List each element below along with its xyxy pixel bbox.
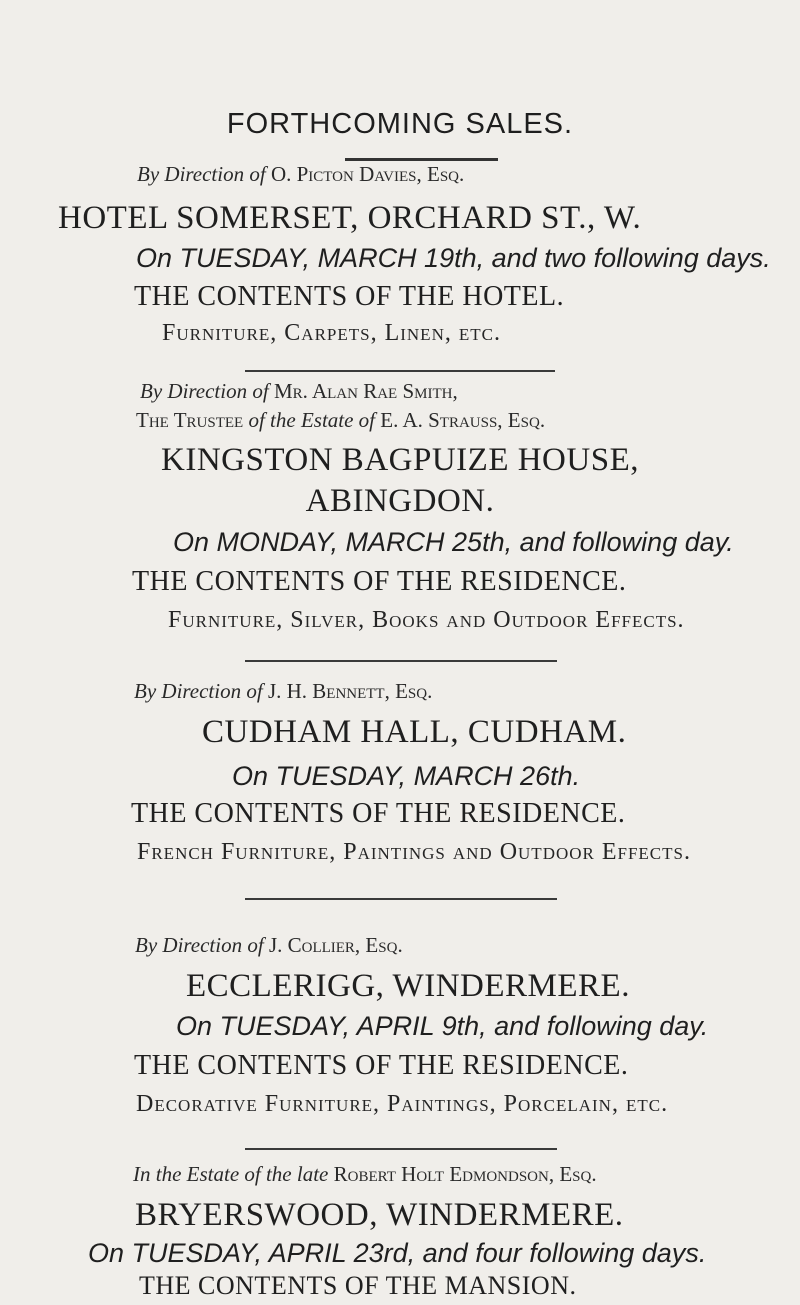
direction-prefix: By Direction of (137, 162, 266, 186)
sale-direction (140, 381, 458, 402)
sale-direction (133, 1164, 597, 1185)
sale-venue: CUDHAM HALL, CUDHAM. (202, 714, 627, 750)
section-divider (245, 898, 557, 900)
sale-venue: KINGSTON BAGPUIZE HOUSE, (161, 442, 639, 478)
direction-name: J. H. Bennett, Esq. (267, 679, 433, 703)
sale-contents: THE CONTENTS OF THE RESIDENCE. (134, 1050, 629, 1081)
trustee-prefix: The Trustee (136, 408, 244, 432)
sale-contents: THE CONTENTS OF THE RESIDENCE. (131, 798, 626, 829)
direction-name: J. Collier, Esq. (268, 933, 403, 957)
sale-items: Furniture, Carpets, Linen, etc. (162, 320, 501, 346)
sale-venue: ECCLERIGG, WINDERMERE. (186, 968, 630, 1004)
sale-date: On TUESDAY, APRIL 9th, and following day. (176, 1011, 709, 1041)
page-title: FORTHCOMING SALES. (226, 108, 574, 140)
sale-items: Furniture, Silver, Books and Outdoor Effects. (168, 607, 685, 633)
sale-direction (135, 935, 403, 956)
sale-venue-line2: ABINGDON. (305, 483, 495, 519)
sale-items: French Furniture, Paintings and Outdoor Effects. (137, 839, 691, 865)
sale-date: On TUESDAY, APRIL 23rd, and four following days. (88, 1238, 707, 1268)
direction-name: Robert Holt Edmondson, Esq. (333, 1162, 597, 1186)
sale-direction (134, 681, 432, 702)
sale-date: On MONDAY, MARCH 25th, and following day. (173, 527, 734, 557)
trustee-name: E. A. Strauss, Esq. (380, 408, 546, 432)
direction-prefix: By Direction of (135, 933, 264, 957)
sale-date: On TUESDAY, MARCH 26th. (232, 761, 581, 791)
direction-prefix: By Direction of (134, 679, 263, 703)
direction-prefix: By Direction of (140, 379, 269, 403)
title-underline (345, 158, 498, 161)
sale-venue: BRYERSWOOD, WINDERMERE. (135, 1197, 624, 1233)
sale-trustee (136, 410, 545, 431)
direction-name: Mr. Alan Rae Smith, (273, 379, 458, 403)
section-divider (245, 370, 555, 372)
trustee-middle: of the Estate of (248, 408, 376, 432)
sale-venue: HOTEL SOMERSET, ORCHARD ST., W. (58, 200, 642, 236)
direction-prefix: In the Estate of the late (133, 1162, 329, 1186)
section-divider (245, 1148, 557, 1150)
sale-contents: THE CONTENTS OF THE HOTEL. (134, 281, 565, 312)
sale-items: Decorative Furniture, Paintings, Porcelain, etc. (136, 1091, 669, 1117)
direction-name: O. Picton Davies, Esq. (270, 162, 465, 186)
sale-date: On TUESDAY, MARCH 19th, and two following days. (136, 243, 771, 273)
section-divider (245, 660, 557, 662)
sale-contents: THE CONTENTS OF THE RESIDENCE. (132, 566, 627, 597)
sale-contents: THE CONTENTS OF THE MANSION. (139, 1271, 577, 1300)
sale-direction (137, 164, 464, 185)
